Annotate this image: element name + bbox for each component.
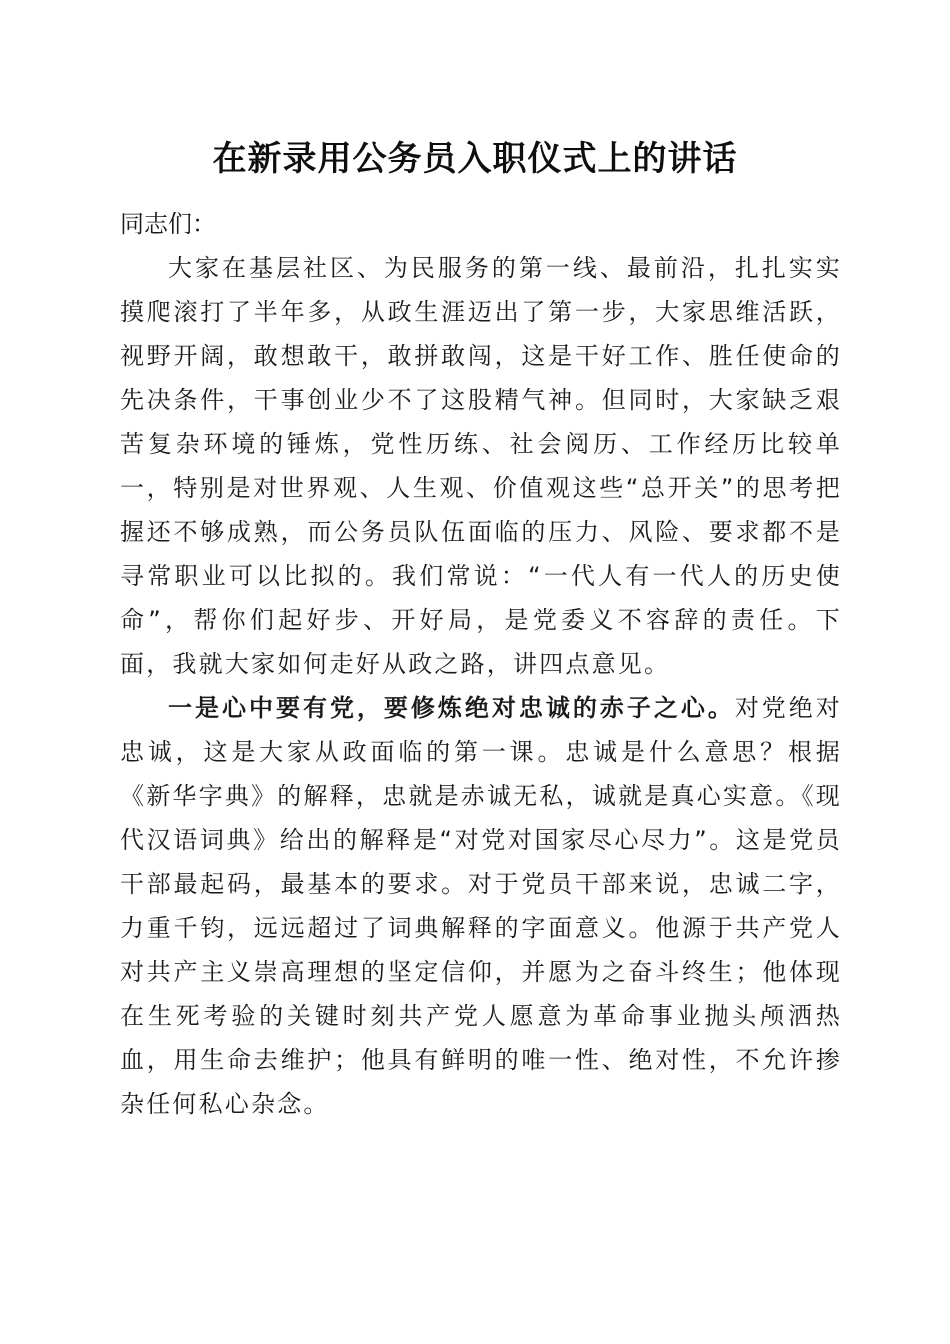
salutation: 同志们： [120,210,216,238]
paragraph-point-one [120,686,842,1126]
document-body [120,202,842,1126]
paragraph-point-one-body: 对党绝对忠诚，这是大家从政面临的第一课。忠诚是什么意思？根据《新华字典》的解释，忠就是赤诚无私，诚就是真心实意。《现代汉语词典》给出的解释是“对党对国家尽心尽力”。这是党员干部最起码，最基本的要求。对于党员干部来说，忠诚二字，力重千钧，远远超过了词典解释的字面意义。他源于共产党人对共产主义崇高理想的坚定信仰，并愿为之奋斗终生；他体现在生死考验的关键时刻共产党人愿意为革命事业抛头颅洒热血，用生命去维护；他具有鲜明的唯一性、绝对性，不允许掺杂任何私心杂念。 [120,694,842,1118]
paragraph-intro: 大家在基层社区、为民服务的第一线、最前沿，扎扎实实摸爬滚打了半年多，从政生涯迈出了第一步，大家思维活跃，视野开阔，敢想敢干，敢拼敢闯，这是干好工作、胜任使命的先决条件，干事创业少不了这股精气神。但同时，大家缺乏艰苦复杂环境的锤炼，党性历练、社会阅历、工作经历比较单一，特别是对世界观、人生观、价值观这些“总开关”的思考把握还不够成熟，而公务员队伍面临的压力、风险、要求都不是寻常职业可以比拟的。我们常说：“一代人有一代人的历史使命”，帮你们起好步、开好局，是党委义不容辞的责任。下面，我就大家如何走好从政之路，讲四点意见。 [120,254,842,678]
document-title: 在新录用公务员入职仪式上的讲话 [212,139,738,179]
paragraph-point-one-heading: 一是心中要有党，要修炼绝对忠诚的赤子之心。 [168,694,735,722]
